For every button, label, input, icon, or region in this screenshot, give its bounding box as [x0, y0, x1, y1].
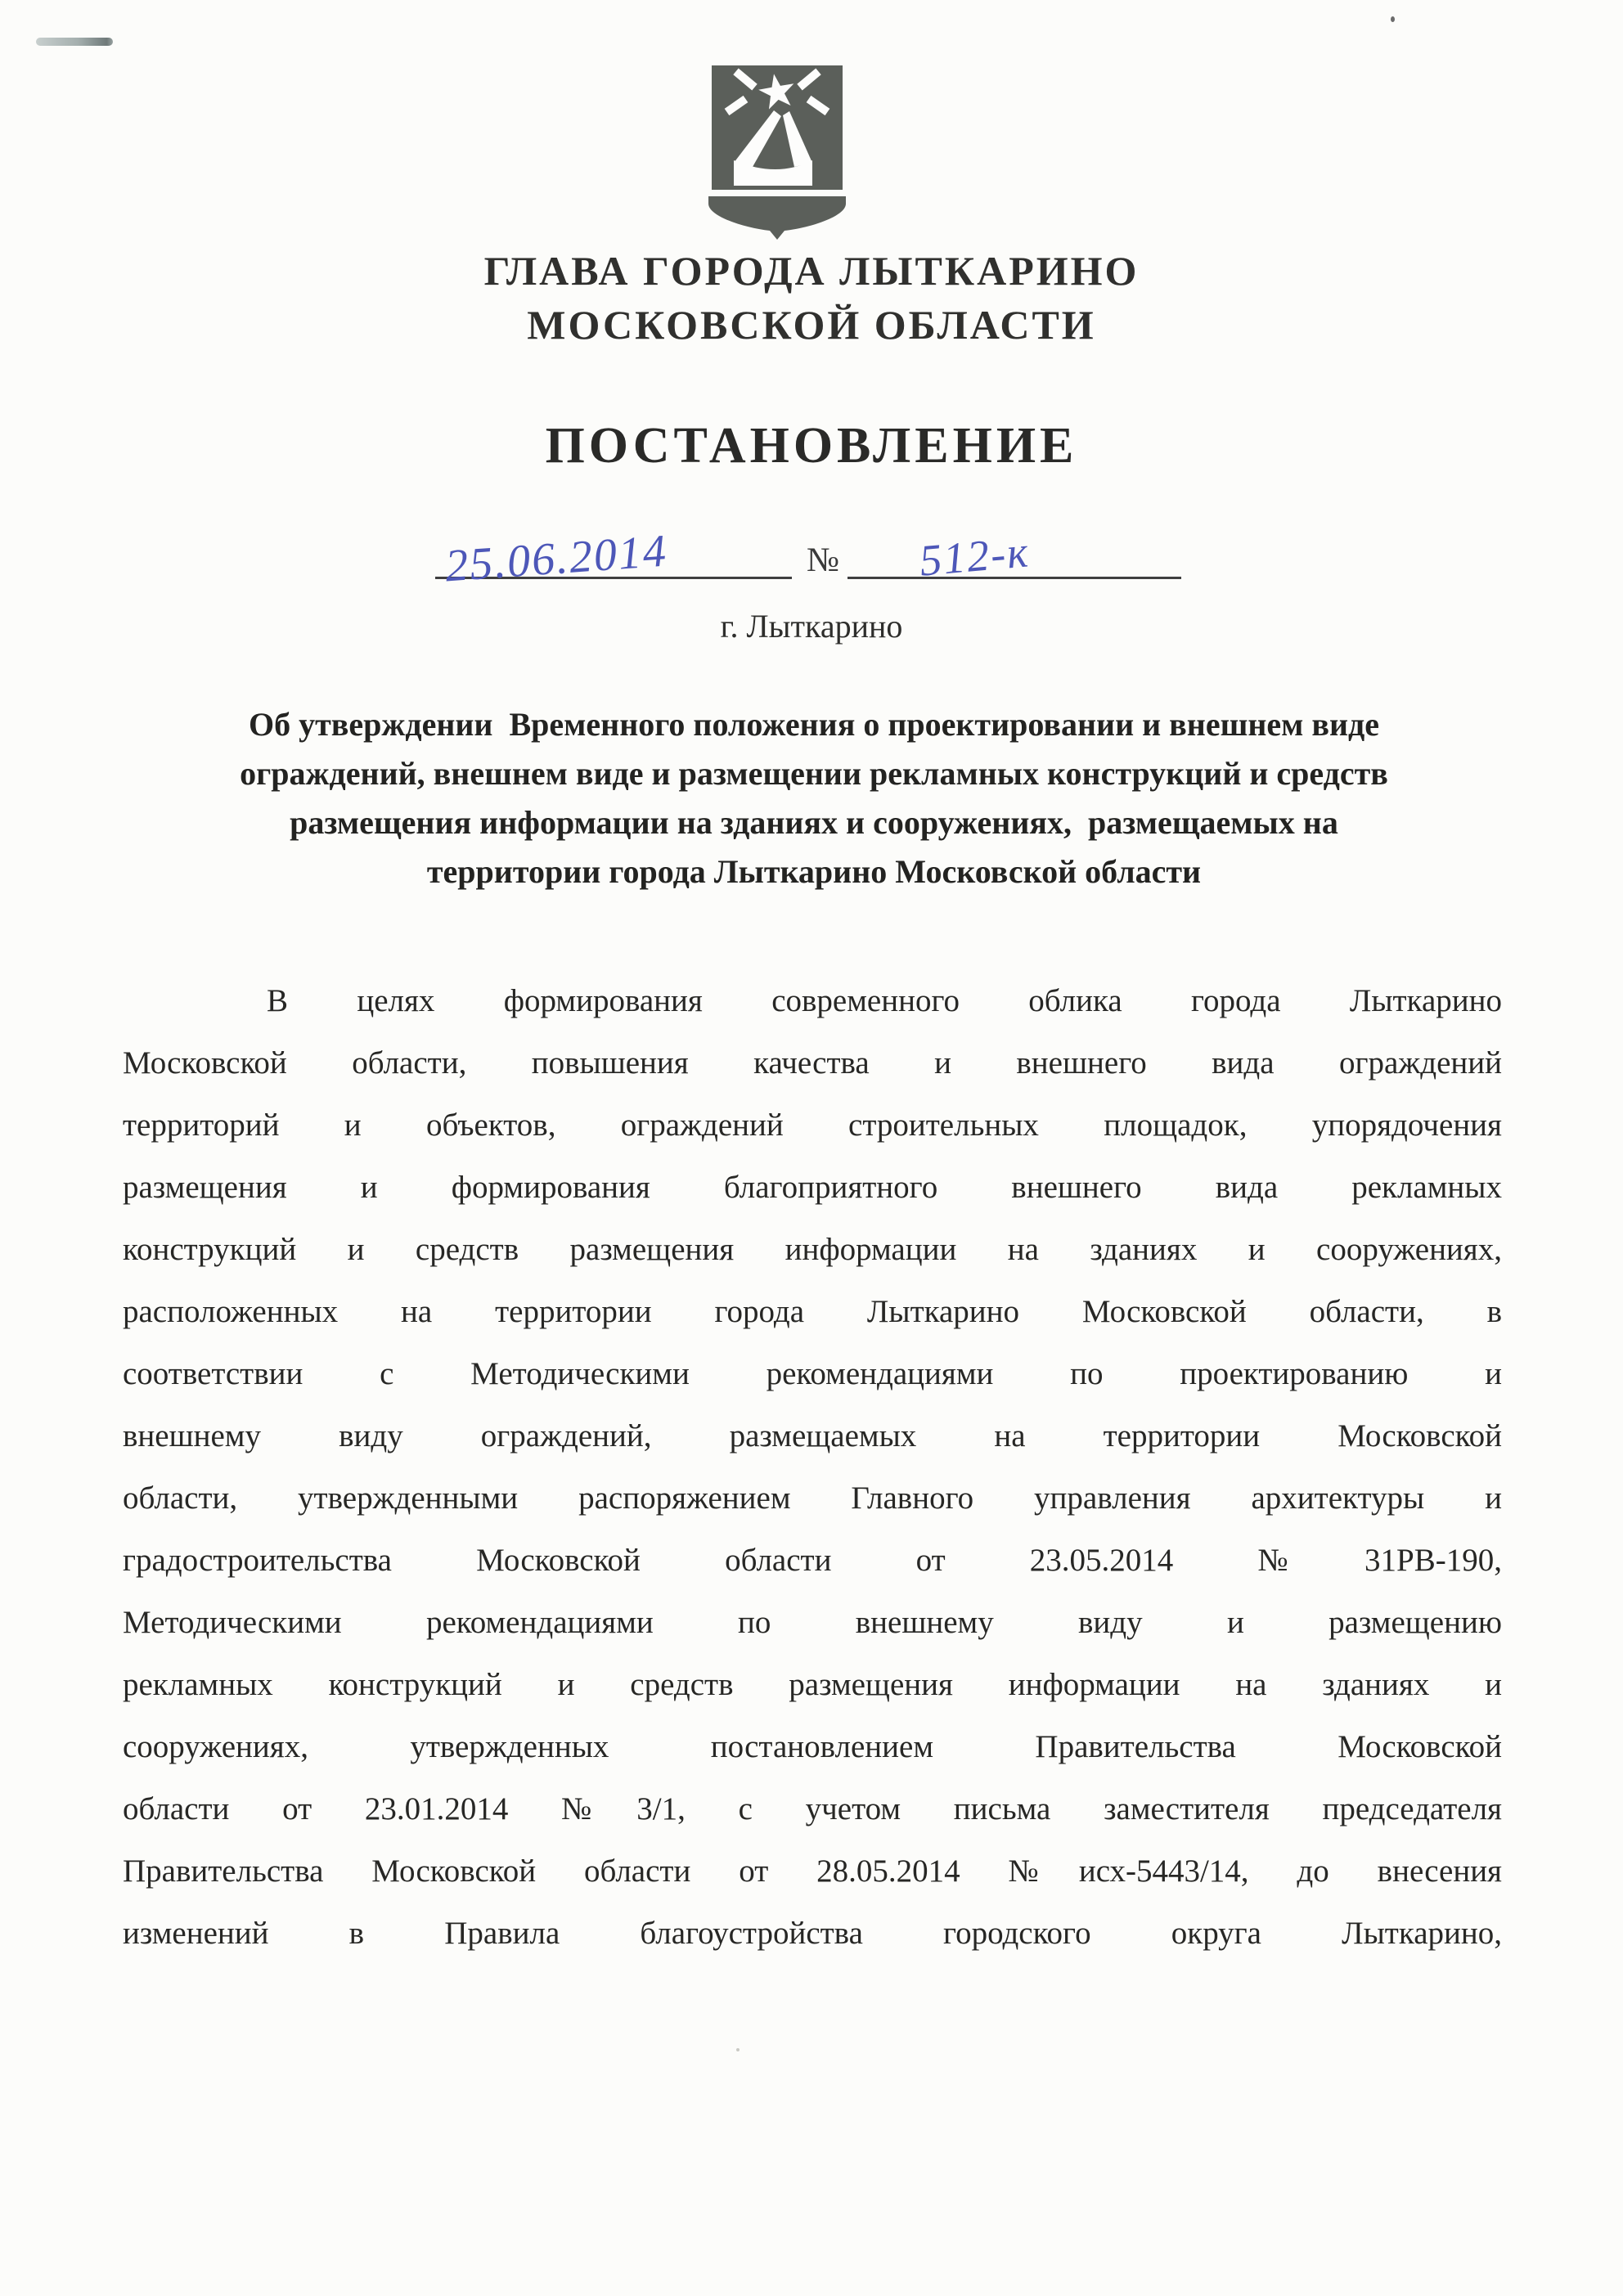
body-line: области от 23.01.2014 №3/1, с учетом письма заместителя председателя — [123, 1791, 1502, 1826]
scan-artifact-dot — [1391, 16, 1395, 22]
body-line: В целях формирования современного облика города Лыткарино — [267, 983, 1502, 1018]
document-type-title: ПОСТАНОВЛЕНИЕ — [545, 418, 1078, 474]
scan-artifact-speck — [736, 2048, 740, 2051]
subject-block — [123, 700, 1505, 896]
subject-line: Об утверждении Временного положения о проектировании и внешнем виде — [248, 706, 1380, 743]
body-line: сооружениях, утвержденных постановлением Правительства Московской — [123, 1729, 1502, 1764]
org-name-line-1: ГЛАВА ГОРОДА ЛЫТКАРИНО — [483, 248, 1140, 294]
number-field — [847, 505, 1181, 586]
body-line: размещения и формирования благоприятного внешнего вида рекламных — [123, 1170, 1502, 1205]
body-line: соответствии с Методическими рекомендациями по проектированию и — [123, 1356, 1502, 1391]
lytkarino-coat-of-arms-icon — [708, 65, 846, 240]
org-name-line-2: МОСКОВСКОЙ ОБЛАСТИ — [527, 302, 1096, 348]
coat-of-arms — [708, 65, 846, 240]
body-line: расположенных на территории города Лыткарино Московской области, в — [123, 1294, 1502, 1329]
body-line: градостроительства Московской области от 23.05.2014 №31РВ-190, — [123, 1543, 1502, 1578]
handwritten-date: 25.06.2014 — [443, 525, 669, 592]
body-line: территорий и объектов, ограждений строительных площадок, упорядочения — [123, 1108, 1502, 1143]
body-line: внешнему виду ограждений, размещаемых на территории Московской — [123, 1418, 1502, 1454]
number-sign: № — [807, 541, 840, 579]
body-line: Московской области, повышения качества и внешнего вида ограждений — [123, 1045, 1502, 1081]
body-line: Правительства Московской области от 28.05.2014 №исх-5443/14, до внесения — [123, 1853, 1502, 1889]
body-line: изменений в Правила благоустройства городского округа Лыткарино, — [123, 1916, 1502, 1951]
date-field — [435, 505, 792, 592]
body-line: конструкций и средств размещения информации на зданиях и сооружениях, — [123, 1232, 1502, 1267]
body-line: рекламных конструкций и средств размещения информации на зданиях и — [123, 1667, 1502, 1702]
handwritten-number: 512-к — [917, 527, 1032, 586]
subject-line: ограждений, внешнем виде и размещении рекламных конструкций и средств — [240, 755, 1388, 792]
subject-line: размещения информации на зданиях и сооружениях, размещаемых на — [290, 804, 1338, 841]
body-paragraph — [123, 970, 1502, 1965]
body-line: области, утвержденными распоряжением Главного управления архитектуры и — [123, 1480, 1502, 1516]
body-line: Методическими рекомендациями по внешнему виду и размещению — [123, 1605, 1502, 1640]
scan-artifact-dash — [36, 38, 113, 46]
place-line: г. Лыткарино — [720, 608, 903, 645]
subject-line: территории города Лыткарино Московской области — [426, 853, 1202, 890]
date-number-row — [435, 507, 1181, 592]
org-name — [0, 244, 1623, 352]
